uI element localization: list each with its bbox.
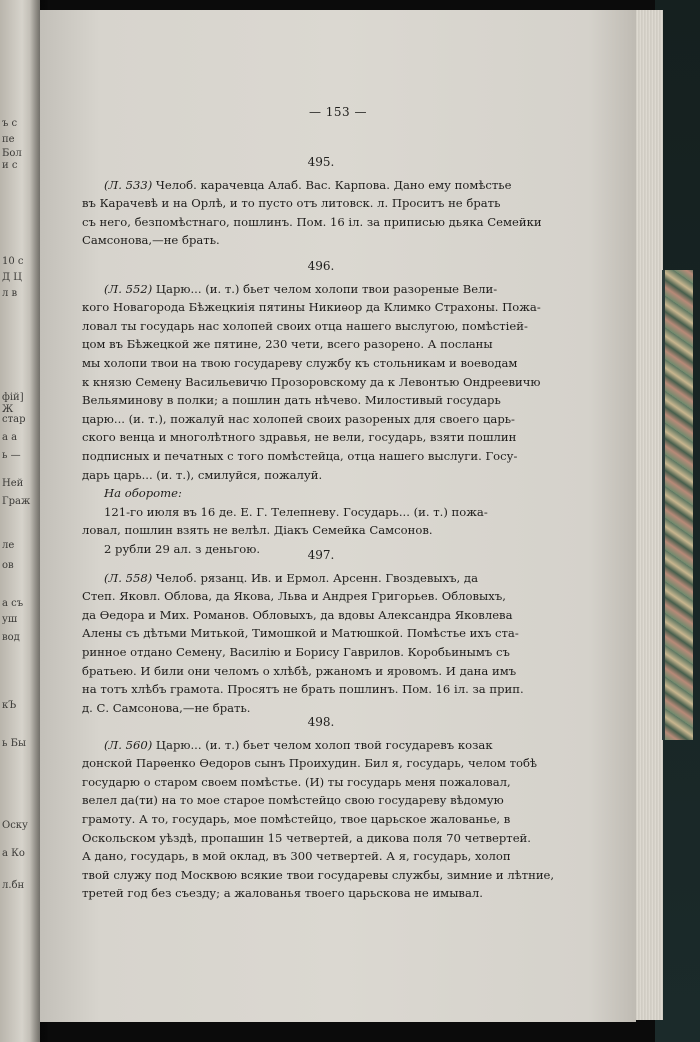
left-page-fragment: Ней (2, 478, 24, 489)
folio-ref: (Л. 558) (104, 570, 153, 585)
left-page-fragment: ъ с (2, 118, 18, 129)
folio-ref: (Л. 533) (104, 177, 153, 192)
left-page-fragment: а съ (2, 598, 24, 609)
entry-text (82, 176, 560, 250)
text-line: царю... (и. т.), пожалуй нас холопей своих разореных для своего царь- (82, 411, 515, 426)
folio-ref: (Л. 552) (104, 281, 153, 296)
left-page-fragment: пе (2, 134, 15, 145)
marbled-endpaper (662, 270, 693, 740)
entry-text (82, 569, 560, 718)
left-page-fragment: Бол (2, 148, 22, 159)
text-line: донской Парѳенко Ѳедоров сынъ Проихудин. Бил я, государь, челом тобѣ (82, 756, 537, 771)
text-line: А дано, государь, в мой оклад, въ 300 четвертей. А я, государь, холоп (82, 849, 511, 864)
entry-number: 495. (307, 155, 335, 169)
text-line: съ него, безпомѣстнаго, пошлинъ. Пом. 16 іл. за приписью дьяка Семейки (82, 214, 542, 229)
left-page-fragment: и с (2, 160, 18, 171)
left-page-fragment: Ж (2, 404, 14, 415)
text-line: Оскольском уѣздѣ, пропашин 15 четвертей, а дикова поля 70 четвертей. (82, 830, 531, 845)
left-page-fragment: Д Ц (2, 272, 23, 283)
text-line: (Л. 558) Челоб. рязанц. Ив. и Ермол. Арсенн. Гвоздевыхъ, да (104, 570, 478, 585)
left-page-fragment: л в (2, 288, 18, 299)
text-line: к князю Семену Васильевичю Прозоровскому да к Левонтью Ондреевичю (82, 374, 541, 389)
text-line: ловал ты государь нас холопей своих отца нашего выслугою, помѣстіей- (82, 318, 528, 333)
text-line: ского венца и многолѣтного здравья, не вели, государь, взяти пошлин (82, 430, 517, 445)
page-number: — 153 — (308, 105, 368, 119)
text-line: на тотъ хлѣбъ грамота. Просятъ не брать пошлинъ. Пом. 16 іл. за прип. (82, 682, 524, 697)
text-line: ринное отдано Семену, Василію и Борису Гаврилов. Коробьинымъ съ (82, 644, 510, 659)
text-line: третей год без съезду; а жалованья твоего царьскова не имывал. (82, 886, 483, 901)
entry-496 (82, 257, 560, 559)
text-line: въ Карачевѣ и на Орлѣ, и то пусто отъ литовск. л. Проситъ не брать (82, 196, 501, 211)
left-page-fragment: кЪ (2, 700, 17, 711)
text-line: Степ. Яковл. Облова, да Якова, Льва и Андрея Григорьев. Обловыхъ, (82, 589, 506, 604)
entry-495 (82, 153, 560, 250)
text-line: грамоту. А то, государь, мое помѣстейцо, твое царьское жалованье, в (82, 811, 511, 826)
page-edge (633, 10, 663, 1020)
text-line: (Л. 533) Челоб. карачевца Алаб. Вас. Карпова. Дано ему помѣстье (104, 177, 512, 192)
left-page-fragment: а а (2, 432, 18, 443)
text-line: (Л. 552) Царю... (и. т.) бьет челом холопи твои разореные Вели- (104, 281, 498, 296)
text-line: Алены съ дѣтьми Митькой, Тимошкой и Матюшкой. Помѣстье ихъ ста- (82, 626, 519, 641)
text-line: Самсонова,—не брать. (82, 233, 220, 248)
entry-text (82, 280, 560, 559)
left-page-fragment: ле (2, 540, 15, 551)
entry-498 (82, 713, 560, 903)
text-line: д. С. Самсонова,—не брать. (82, 700, 251, 715)
entry-number: 497. (307, 548, 335, 562)
left-page-fragment: 10 с (2, 256, 24, 267)
left-page-fragment: а Ко (2, 848, 25, 859)
entry-text (82, 736, 560, 903)
entry-497 (82, 546, 560, 717)
left-page-fragment: л.бн (2, 880, 25, 891)
text-line: мы холопи твои на твою государеву службу къ стольникам и воеводам (82, 355, 518, 370)
text-line: дарь царь... (и. т.), смилуйся, пожалуй. (82, 467, 323, 482)
left-page-fragment: фій] (2, 392, 24, 403)
text-line: подписных и печатных с того помѣстейца, отца нашего выслуги. Госу- (82, 448, 518, 463)
entry-number: 498. (307, 715, 335, 729)
verso-label: На обороте: (104, 486, 182, 501)
text-line: ловал, пошлин взять не велѣл. Діакъ Семейка Самсонов. (82, 523, 433, 538)
text-line: велел да(ти) на то мое старое помѣстейцо свою государеву вѣдомую (82, 793, 504, 808)
entry-number: 496. (307, 259, 335, 273)
text-line: да Ѳедора и Мих. Романов. Обловыхъ, да вдовы Александра Яковлева (82, 607, 513, 622)
text-line: государю о старом своем помѣстье. (И) ты государь меня пожаловал, (82, 774, 511, 789)
document-page (40, 10, 636, 1022)
text-line: (Л. 560) Царю... (и. т.) бьет челом холоп твой государевъ козак (104, 737, 493, 752)
left-page-fragment: уш (2, 614, 18, 625)
text-line: 2 рубли 29 ал. з деньгою. (104, 541, 261, 556)
left-page-fragment: стар (2, 414, 26, 425)
left-page-fragment: Оску (2, 820, 28, 831)
text-line: кого Новагорода Бѣжецкиія пятины Никиѳор да Климко Страхоны. Пожа- (82, 300, 541, 315)
text-line: твой служу под Москвою всякие твои государевы службы, зимние и лѣтние, (82, 867, 555, 882)
text-line: Вельяминову в полки; а пошлин дать нѣчево. Милостивый государь (82, 393, 501, 408)
left-page-fragment: вод (2, 632, 20, 643)
left-page-fragment: ов (2, 560, 14, 571)
left-page-fragment: ь Бы (2, 738, 26, 749)
text-line: 121-го июля въ 16 де. Е. Г. Телепневу. Государь... (и. т.) пожа- (104, 504, 488, 519)
folio-ref: (Л. 560) (104, 737, 153, 752)
text-line: цом въ Бѣжецкой же пятине, 230 чети, всего разорено. А посланы (82, 337, 493, 352)
left-page-fragment: ь — (2, 450, 21, 461)
text-line: братьею. И били они челомъ о хлѣбѣ, ржаномъ и яровомъ. И дана имъ (82, 663, 517, 678)
left-page-fragment: Граж (2, 496, 31, 507)
